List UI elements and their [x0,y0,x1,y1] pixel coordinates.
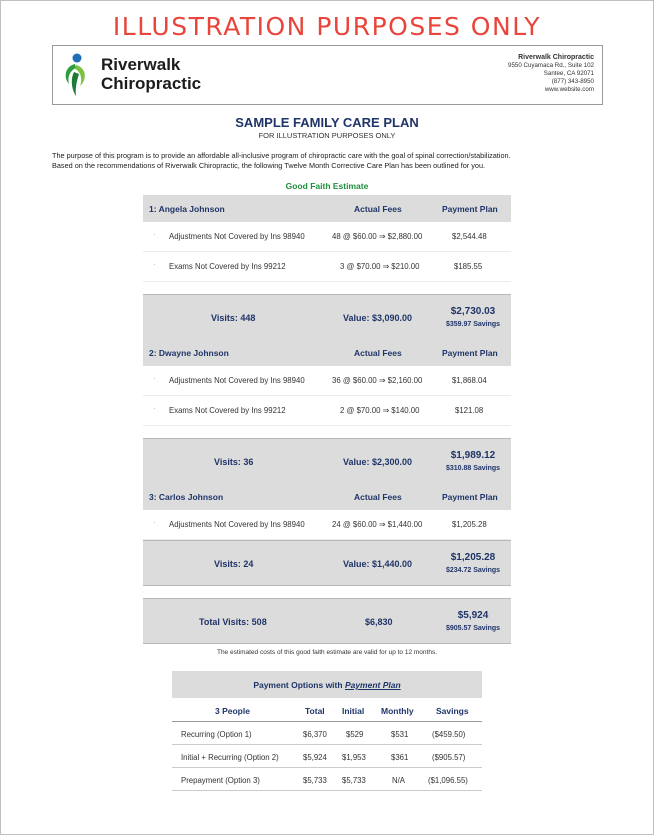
item-desc: Adjustments Not Covered by Ins 98940 [169,376,305,385]
option-initial: $529 [346,730,364,739]
item-desc: Adjustments Not Covered by Ins 98940 [169,520,305,529]
col-payment-plan: Payment Plan [442,348,498,358]
visits-count: Visits: 448 [211,313,256,323]
visits-count: Visits: 24 [214,559,254,569]
col-payment-plan: Payment Plan [442,204,498,214]
item-plan: $2,544.48 [452,232,487,241]
plan-payment: $1,205.28 [450,552,496,563]
bullet-icon: · [153,518,156,527]
col-total: Total [305,706,325,716]
total-value: Value: $2,300.00 [343,457,413,467]
bullet-icon: · [153,260,156,269]
patient-summary [143,540,511,586]
patient-header [143,195,511,222]
item-fees: 24 @ $60.00 ⇒ $1,440.00 [332,520,423,529]
col-initial: Initial [342,706,365,716]
option-initial: $1,953 [342,753,366,762]
patient-summary [143,438,511,484]
option-total: $6,370 [303,730,327,739]
item-fees: 36 @ $60.00 ⇒ $2,160.00 [332,376,423,385]
patient-name: 1: Angela Johnson [149,204,225,214]
option-savings: ($459.50) [432,730,466,739]
intro-line-2: Based on the recommendations of Riverwalk Chiropractic, the following Twelve Month Corrective Care Plan has been outlined for you. [52,161,486,170]
col-monthly: Monthly [381,706,414,716]
clinic-address [508,54,594,94]
grand-total-savings: $905.57 Savings [445,625,501,632]
plan-payment: $2,730.03 [450,306,496,317]
logo-line-2: Chiropractic [101,74,202,93]
col-payment-plan: Payment Plan [442,492,498,502]
plan-savings: $359.97 Savings [445,321,501,328]
option-savings: ($1,096.55) [428,776,468,785]
grand-total [143,598,511,644]
col-people: 3 People [215,706,250,716]
col-actual-fees: Actual Fees [354,204,402,214]
clinic-city: Santee, CA 92071 [543,70,594,77]
option-monthly: $361 [391,753,409,762]
item-desc: Exams Not Covered by Ins 99212 [169,262,286,271]
intro-paragraph [52,151,612,171]
grand-total-payment: $5,924 [457,610,489,621]
table-row [172,768,482,791]
option-total: $5,733 [303,776,327,785]
total-value: Value: $3,090.00 [343,313,413,323]
validity-note: The estimated costs of this good faith estimate are valid for up to 12 months. [216,649,438,656]
col-savings: Savings [436,706,469,716]
patient-section-2 [143,339,511,484]
item-fees: 3 @ $70.00 ⇒ $210.00 [340,262,420,271]
intro-line-1: The purpose of this program is to provide an affordable all-inclusive program of chiropractic care with the goal of spinal correction/stabilization. [52,151,511,160]
patient-name: 3: Carlos Johnson [149,492,224,502]
total-value: Value: $1,440.00 [343,559,413,569]
bullet-icon: · [153,404,156,413]
line-item [143,366,511,396]
item-fees: 2 @ $70.00 ⇒ $140.00 [340,406,420,415]
grand-total-summary [143,598,511,644]
clinic-website: www.website.com [544,86,594,93]
plan-payment: $1,989.12 [450,450,496,461]
table-row [172,745,482,768]
line-item [143,510,511,540]
payment-options-title [172,671,482,698]
item-plan: $1,868.04 [452,376,487,385]
option-total: $5,924 [303,753,327,762]
line-item [143,396,511,426]
table-row [172,722,482,745]
letterhead [52,45,603,105]
payment-plan-link[interactable]: Payment Plan [344,680,401,690]
option-name: Prepayment (Option 3) [181,776,260,785]
item-plan: $121.08 [455,406,484,415]
patient-summary [143,294,511,340]
clinic-phone: (877) 343-8950 [551,78,594,85]
watermark: ILLUSTRATION PURPOSES ONLY [112,12,542,41]
option-initial: $5,733 [342,776,366,785]
bullet-icon: · [153,374,156,383]
plan-savings: $310.88 Savings [445,465,501,472]
option-name: Initial + Recurring (Option 2) [181,753,279,762]
clinic-name: Riverwalk Chiropractic [518,54,594,61]
logo-line-1: Riverwalk [101,55,181,74]
payment-options-header [172,698,482,722]
bullet-icon: · [153,230,156,239]
option-name: Recurring (Option 1) [181,730,252,739]
clinic-street: 9550 Cuyamaca Rd., Suite 102 [508,62,594,69]
option-savings: ($905.57) [432,753,466,762]
option-monthly: $531 [391,730,409,739]
plan-savings: $234.72 Savings [445,567,501,574]
item-fees: 48 @ $60.00 ⇒ $2,880.00 [332,232,423,241]
option-monthly: N/A [392,776,405,785]
line-item [143,252,511,282]
logo-icon [61,52,89,98]
patient-name: 2: Dwayne Johnson [149,348,229,358]
patient-section-3 [143,483,511,586]
logo-wordmark [101,55,201,93]
visits-count: Visits: 36 [214,457,254,467]
total-visits: Total Visits: 508 [199,617,267,627]
item-desc: Exams Not Covered by Ins 99212 [169,406,286,415]
estimate-heading: Good Faith Estimate [285,181,369,191]
patient-header [143,483,511,510]
line-item [143,222,511,252]
payment-options-prefix: Payment Options with [253,680,345,690]
item-plan: $1,205.28 [452,520,487,529]
col-actual-fees: Actual Fees [354,348,402,358]
grand-total-value: $6,830 [365,617,393,627]
page-subtitle: FOR ILLUSTRATION PURPOSES ONLY [258,131,396,140]
patient-header [143,339,511,366]
page-title: SAMPLE FAMILY CARE PLAN [235,115,419,130]
payment-options-table [172,671,482,791]
item-plan: $185.55 [454,262,483,271]
item-desc: Adjustments Not Covered by Ins 98940 [169,232,305,241]
patient-section-1 [143,195,511,340]
col-actual-fees: Actual Fees [354,492,402,502]
